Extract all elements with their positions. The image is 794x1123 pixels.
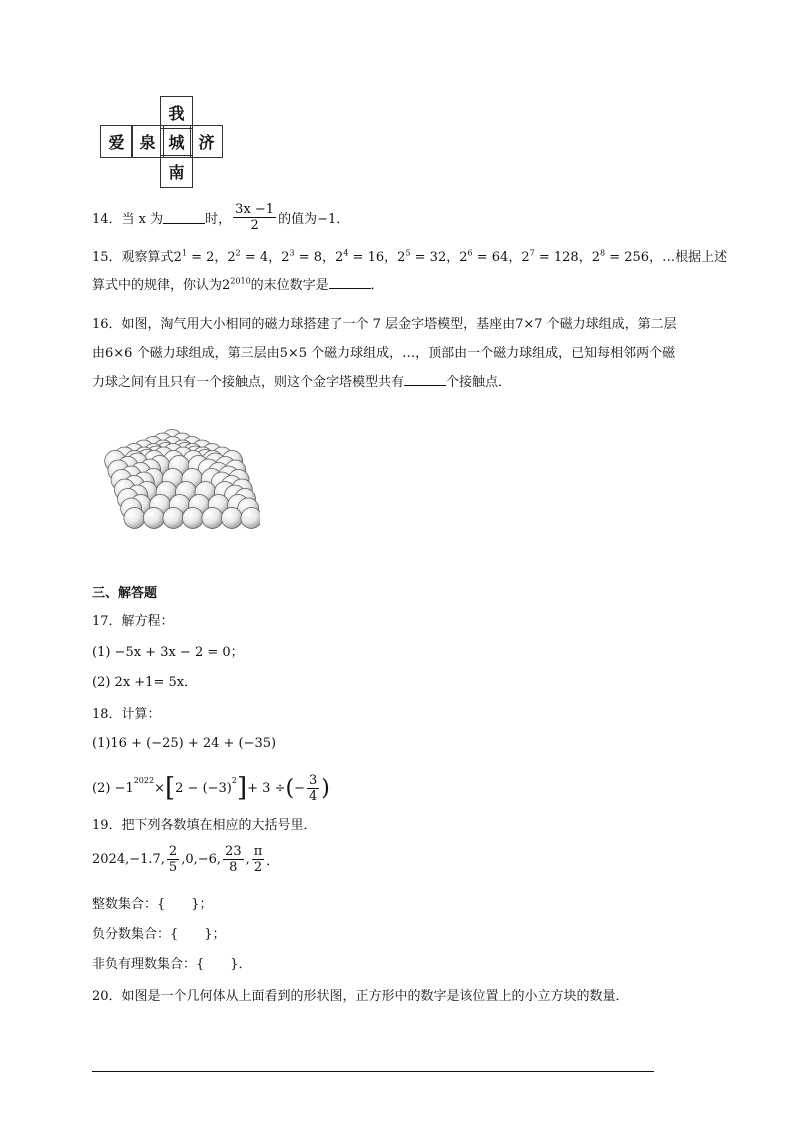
q19-num-a: 2024,−1.7, — [92, 851, 165, 867]
power-exponent: 6 — [467, 248, 473, 258]
non-negative-rational-set: 非负有理数集合：{ }． — [92, 957, 252, 972]
fraction-denominator: 5 — [168, 859, 178, 875]
integer-set: 整数集合：{ }； — [92, 897, 213, 912]
q14-text-post: 的值为−1． — [278, 211, 350, 227]
magnetic-ball — [241, 508, 260, 529]
question-16-line3 — [92, 371, 511, 390]
magnetic-ball — [143, 508, 164, 529]
net-cell: 爱 — [100, 125, 133, 158]
power-sequence — [174, 250, 650, 265]
q18-fraction — [307, 773, 319, 804]
question-14 — [92, 200, 349, 234]
power-term — [592, 250, 649, 265]
power-exponent: 3 — [289, 248, 295, 258]
negative-fraction-set: 负分数集合：{ }； — [92, 927, 226, 942]
separator: ， — [214, 250, 228, 265]
answer-blank[interactable] — [329, 276, 371, 289]
separator: ， — [508, 250, 522, 265]
power-term — [335, 250, 384, 265]
fraction-numerator: π — [253, 843, 263, 859]
q16-line2: 由6×6 个磁力球组成，第三层由5×5 个磁力球组成，…，顶部由一个磁力球组成，已知每相邻两个磁 — [92, 346, 676, 361]
power-result: = 8 — [294, 250, 323, 265]
q19-fraction — [252, 844, 265, 875]
q16-line1: 如图，淘气用大小相同的磁力球搭建了一个 7 层金字塔模型，基座由7×7 个磁力球组成，第二层 — [121, 317, 677, 332]
fraction-numerator: 3x −1 — [235, 201, 275, 217]
question-18-part1: (1)16 + (−25) + 24 + (−35) — [92, 736, 277, 751]
question-17-title: 17．解方程： — [92, 614, 174, 629]
footer-divider — [92, 1071, 654, 1072]
power-exponent: 5 — [405, 248, 411, 258]
power-base: 2 — [222, 278, 231, 293]
q19-num-c: , — [245, 851, 250, 867]
power-exponent: 7 — [529, 248, 535, 258]
question-16-line2 — [92, 342, 675, 361]
magnetic-ball — [163, 508, 184, 529]
fraction-numerator: 2 — [168, 843, 178, 859]
power-result: = 4 — [240, 250, 269, 265]
question-16-line1 — [92, 313, 677, 332]
question-17-part2: (2) 2x +1= 5x． — [92, 675, 198, 690]
question-17-part1: (1) −5x + 3x − 2 = 0； — [92, 645, 244, 660]
q15-tail: ，…根据上述 — [649, 250, 728, 265]
q18-p2-d: + 3 ÷ — [247, 780, 286, 796]
magnetic-ball — [221, 508, 242, 529]
q18-p2-a: (2) −1 — [92, 780, 134, 796]
q18-p2-b: × — [154, 780, 165, 796]
fraction-denominator: 2 — [250, 217, 259, 233]
power-term — [281, 250, 322, 265]
power-exponent: 1 — [181, 248, 187, 258]
power-term — [459, 250, 508, 265]
magnetic-ball — [182, 508, 203, 529]
question-15-line1 — [92, 246, 727, 265]
q16-line3-post: 个接触点． — [446, 375, 512, 390]
question-18-part2 — [92, 768, 330, 808]
answer-blank[interactable] — [404, 373, 446, 386]
power-base: 2 — [227, 250, 236, 265]
net-cell: 南 — [160, 155, 193, 188]
power-base: 2 — [335, 250, 344, 265]
power-exponent: 2010 — [230, 276, 251, 286]
power-term — [397, 250, 446, 265]
power-result: = 32 — [410, 250, 447, 265]
fraction-denominator: 8 — [229, 859, 238, 875]
fraction-denominator: 2 — [253, 859, 263, 875]
answer-blank[interactable] — [163, 211, 205, 224]
net-cell: 城 — [160, 125, 193, 158]
question-19-title: 19．把下列各数填在相应的大括号里． — [92, 818, 317, 833]
q14-text-mid: 时， — [205, 211, 232, 227]
separator: ， — [268, 250, 282, 265]
q18-p2-c-exp: 2 — [231, 776, 237, 785]
power-base: 2 — [173, 250, 182, 265]
q15-line2-pre: 算式中的规律，你认为 — [92, 278, 223, 293]
power-base: 2 — [281, 250, 290, 265]
power-exponent: 2 — [235, 248, 241, 258]
magnetic-ball — [124, 508, 145, 529]
q15-text-pre: 观察算式 — [121, 250, 174, 265]
q15-number: 15． — [92, 250, 122, 265]
net-cell: 泉 — [131, 125, 164, 158]
net-cell: 济 — [190, 125, 223, 158]
q16-number: 16． — [92, 317, 122, 332]
net-cell: 我 — [160, 96, 193, 129]
sphere-pyramid-figure — [90, 396, 260, 534]
q15-line2-post: 的末位数字是 — [250, 278, 329, 293]
q16-line3-pre: 力球之间有且只有一个接触点，则这个金字塔模型共有 — [92, 375, 405, 390]
q19-num-b: ,0,−6, — [181, 851, 222, 867]
power-result: = 16 — [348, 250, 385, 265]
power-base: 2 — [397, 250, 406, 265]
q18-p2-exp: 2022 — [133, 776, 155, 785]
power-base: 2 — [459, 250, 468, 265]
left-bracket: [ — [164, 773, 176, 803]
separator: ， — [322, 250, 336, 265]
magnetic-ball — [202, 508, 223, 529]
power-result: = 256 — [605, 250, 650, 265]
right-bracket: ] — [236, 773, 248, 803]
question-19-numbers — [92, 840, 279, 878]
power-result: = 128 — [534, 250, 579, 265]
power-exponent: 8 — [599, 248, 606, 258]
power-term — [174, 250, 215, 265]
power-result: = 64 — [472, 250, 509, 265]
right-paren: ) — [321, 775, 330, 801]
power-base: 2 — [521, 250, 530, 265]
power-base: 2 — [591, 250, 600, 265]
power-term — [521, 250, 578, 265]
q18-p2-e: − — [294, 780, 305, 796]
q19-num-end: ． — [266, 853, 280, 869]
question-18-title: 18．计算： — [92, 707, 161, 722]
section-heading: 三、解答题 — [92, 586, 158, 601]
fraction-numerator: 23 — [225, 843, 242, 859]
separator: ， — [578, 250, 592, 265]
q14-fraction — [233, 202, 276, 233]
power-term — [227, 250, 268, 265]
power-exponent: 4 — [343, 248, 349, 258]
question-15-line2 — [92, 274, 384, 293]
power-result: = 2 — [186, 250, 215, 265]
q14-text-pre: 当 x 为 — [121, 211, 164, 227]
left-paren: ( — [285, 775, 295, 801]
q18-p2-c: 2 − (−3) — [175, 780, 232, 796]
fraction-numerator: 3 — [308, 772, 318, 788]
separator: ， — [446, 250, 460, 265]
question-20: 20．如图是一个几何体从上面看到的形状图，正方形中的数字是该位置上的小立方块的数量． — [92, 989, 629, 1004]
separator: ， — [384, 250, 398, 265]
q19-fraction — [223, 844, 244, 875]
fraction-denominator: 4 — [308, 788, 318, 804]
q14-number: 14． — [92, 211, 122, 227]
q19-fraction — [167, 844, 179, 875]
q15-line2-end: ． — [370, 278, 384, 293]
